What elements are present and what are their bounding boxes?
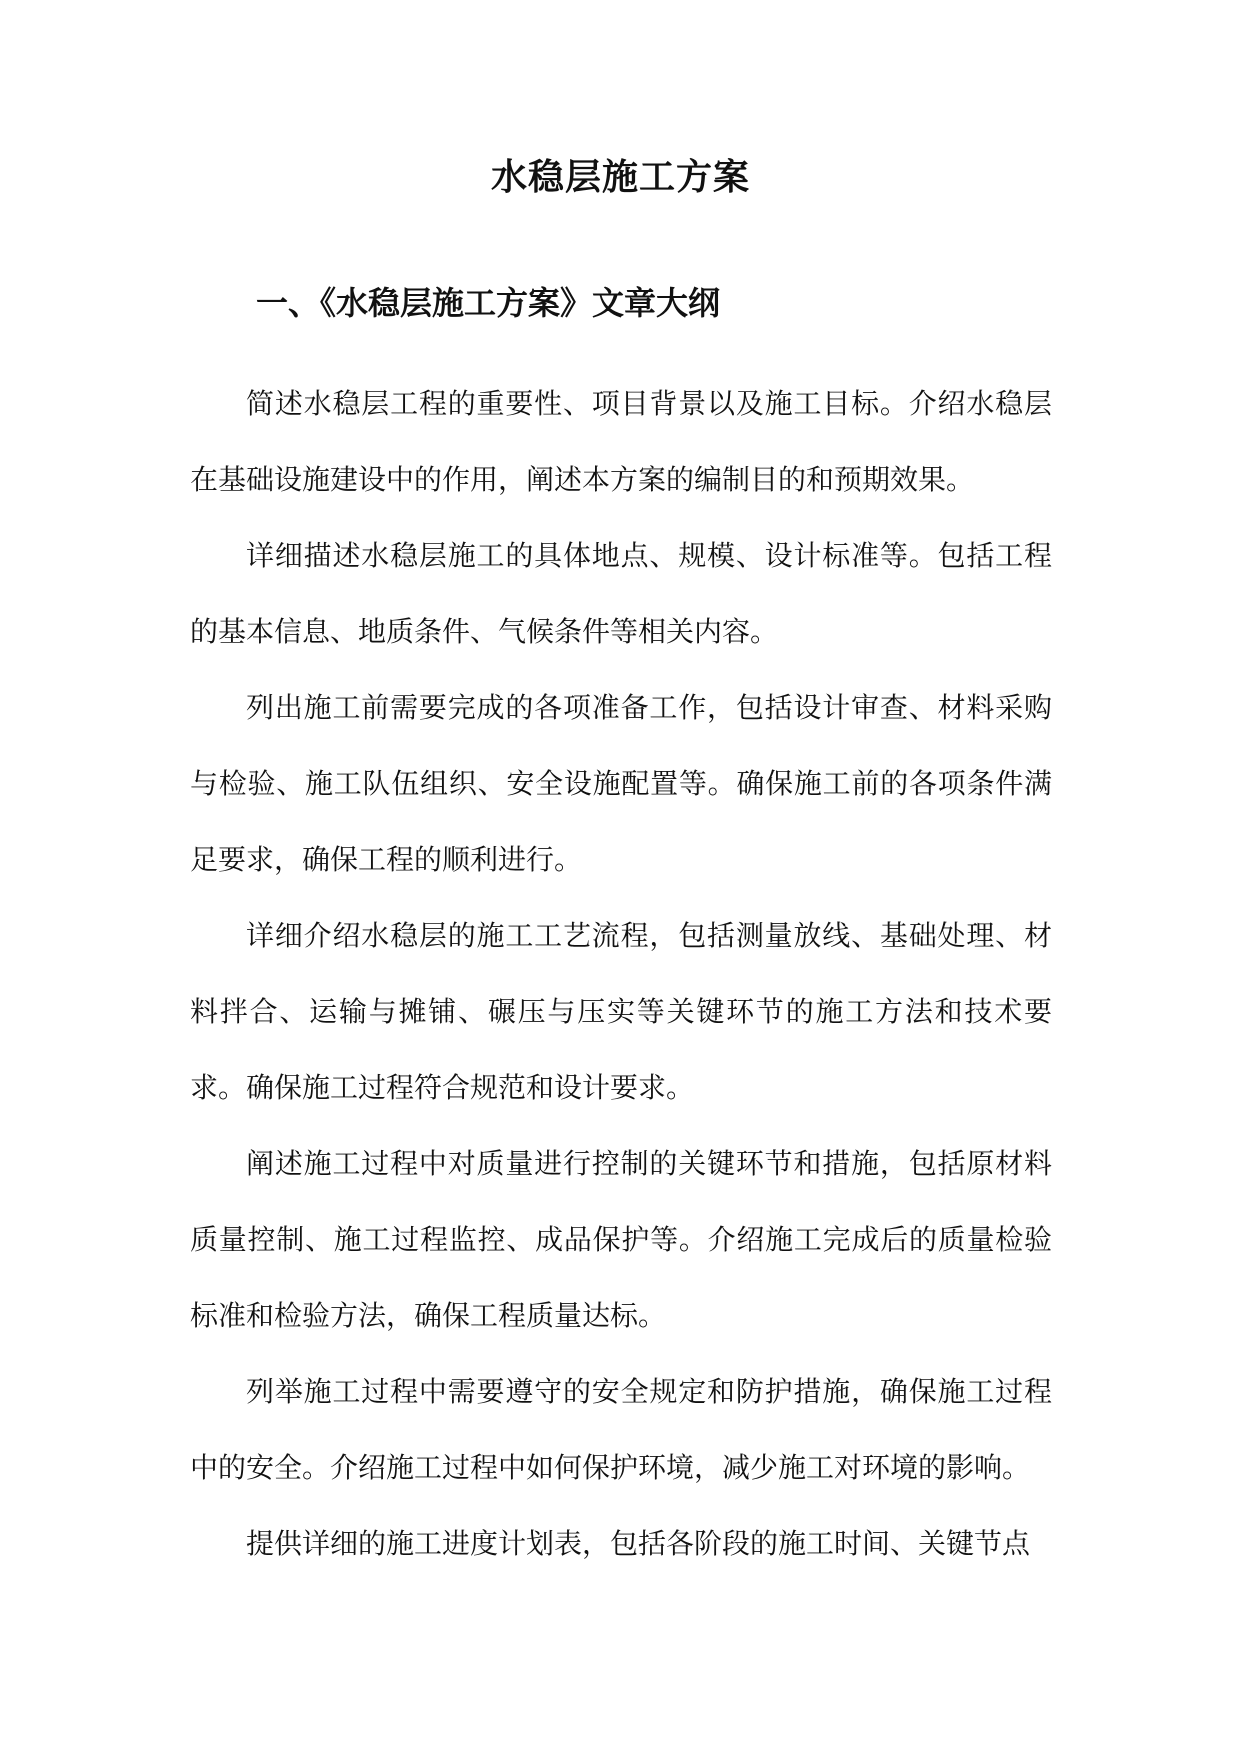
document-title: 水稳层施工方案 [490, 156, 750, 198]
paragraph: 列举施工过程中需要遵守的安全规定和防护措施，确保施工过程中的安全。介绍施工过程中如何保护环境，减少施工对环境的影响。 [190, 1375, 1052, 1484]
paragraph: 详细介绍水稳层的施工工艺流程，包括测量放线、基础处理、材料拌合、运输与摊铺、碾压与压实等关键环节的施工方法和技术要求。确保施工过程符合规范和设计要求。 [190, 919, 1052, 1104]
paragraph: 简述水稳层工程的重要性、项目背景以及施工目标。介绍水稳层在基础设施建设中的作用，阐述本方案的编制目的和预期效果。 [190, 387, 1052, 496]
paragraph: 详细描述水稳层施工的具体地点、规模、设计标准等。包括工程的基本信息、地质条件、气候条件等相关内容。 [190, 539, 1052, 648]
paragraph: 列出施工前需要完成的各项准备工作，包括设计审查、材料采购与检验、施工队伍组织、安全设施配置等。确保施工前的各项条件满足要求，确保工程的顺利进行。 [190, 691, 1052, 876]
paragraph: 阐述施工过程中对质量进行控制的关键环节和措施，包括原材料质量控制、施工过程监控、成品保护等。介绍施工完成后的质量检验标准和检验方法，确保工程质量达标。 [190, 1147, 1052, 1332]
section-heading: 一、《水稳层施工方案》文章大纲 [256, 284, 721, 322]
document-body [190, 366, 1052, 1582]
paragraph: 提供详细的施工进度计划表，包括各阶段的施工时间、关键节点 [246, 1527, 1031, 1560]
